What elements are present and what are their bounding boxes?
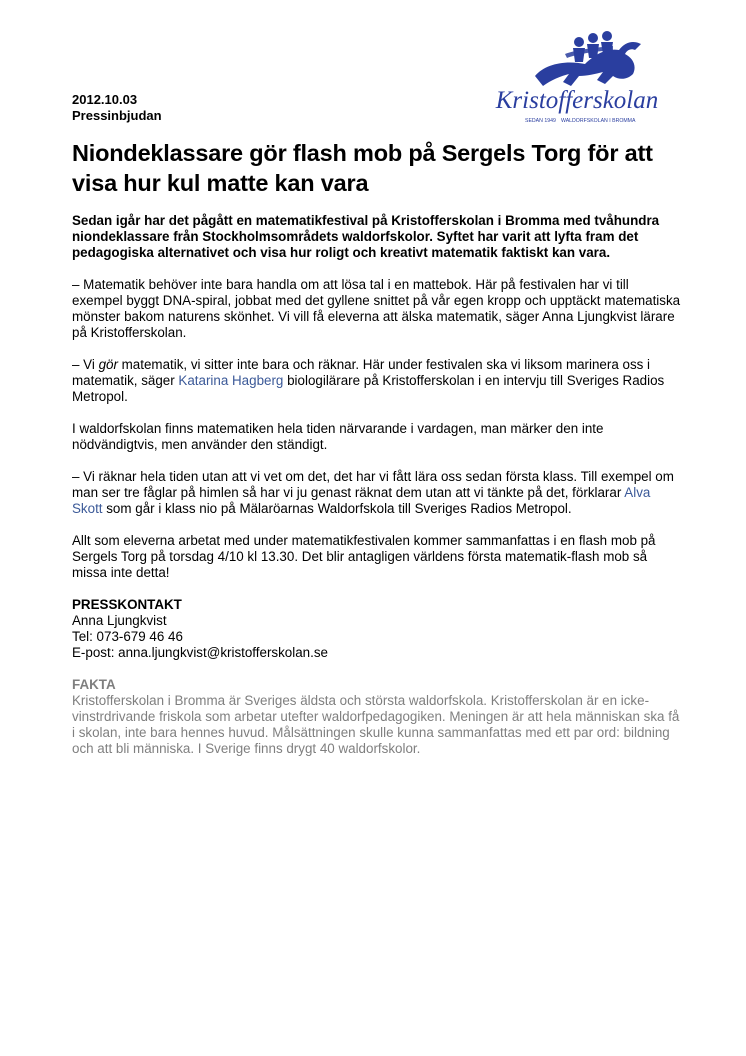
release-meta	[72, 92, 162, 124]
horse-riders-icon	[535, 31, 641, 86]
logo-tagline: WALDORFSKOLAN I BROMMA	[561, 118, 636, 124]
lead-paragraph: Sedan igår har det pågått en matematikfestival på Kristofferskolan i Bromma med tvåhundra niondeklassare från Stockholmsområdets waldorfskolor. Syftet har varit att lyfta fram det pedagogiska alternativet och visa hur roligt och kreativt matematik faktiskt kan vara.	[72, 213, 660, 260]
body-paragraph-3: I waldorfskolan finns matematiken hela tiden närvarande i vardagen, man märker den inte nödvändigtvis, men använder den ständigt.	[72, 421, 604, 452]
body-paragraph-4	[72, 469, 682, 517]
body-paragraph-5: Allt som eleverna arbetat med under matematikfestivalen kommer sammanfattas i en flash mob på Sergels Torg på torsdag 4/10 kl 13.30. Det blir antagligen världens första matematik-flash mob så missa inte detta!	[72, 533, 656, 580]
release-type: Pressinbjudan	[72, 108, 162, 123]
logo-wordmark: Kristofferskolan	[495, 87, 659, 114]
p4-text-a: – Vi räknar hela tiden utan att vi vet om det, det har vi fått lära oss sedan första klass. Till exempel om man ser tre fåglar på himlen så har vi ju genast räknat dem utan att vi tänkte på det, förklarar	[72, 469, 674, 500]
fakta-section	[72, 677, 682, 757]
p2-emphasis: gör	[98, 357, 118, 372]
p4-person-name: Alva Skott	[72, 485, 651, 516]
press-contact-phone: Tel: 073-679 46 46	[72, 629, 183, 644]
press-contact-name: Anna Ljungkvist	[72, 613, 167, 628]
headline: Niondeklassare gör flash mob på Sergels Torg för att visa hur kul matte kan vara	[72, 140, 653, 196]
kristofferskolan-logo	[495, 24, 660, 134]
p2-person-name: Katarina Hagberg	[178, 373, 284, 388]
press-contact	[72, 597, 682, 661]
release-date: 2012.10.03	[72, 92, 138, 107]
p2-text-a: – Vi	[72, 357, 99, 372]
press-contact-heading: PRESSKONTAKT	[72, 597, 182, 612]
body-paragraph-2	[72, 357, 682, 405]
logo-since: SEDAN 1949	[525, 118, 556, 124]
article-body	[72, 213, 682, 757]
p2-text-b: matematik, vi sitter inte bara och räknar. Här under festivalen ska vi liksom marinera oss i matematik, säger	[72, 357, 651, 388]
fakta-heading: FAKTA	[72, 677, 116, 692]
body-paragraph-1: – Matematik behöver inte bara handla om att lösa tal i en mattebok. Här på festivalen har vi till exempel byggt DNA-spiral, jobbat med det gyllene snittet på vår egen kropp och upptäckt matematiska mönster bakom naturens skönhet. Vi vill få eleverna att älska matematik, säger Anna Ljungkvist lärare på Kristofferskolan.	[72, 277, 681, 340]
press-contact-email: E-post: anna.ljungkvist@kristofferskolan.se	[72, 645, 328, 660]
fakta-text: Kristofferskolan i Bromma är Sveriges äldsta och största waldorfskola. Kristofferskolan är en icke-vinstrdrivande friskola som arbetar utefter waldorfpedagogiken. Meningen är att hela människan ska få i skolan, inte bara hennes huvud. Målsättningen skulle kunna sammanfattas med ett par ord: bildning och att bli människa. I Sverige finns drygt 40 waldorfskolor.	[72, 693, 680, 756]
p2-text-c: biologilärare på Kristofferskolan i en intervju till Sveriges Radios Metropol.	[72, 373, 665, 404]
p4-text-b: som går i klass nio på Mälaröarnas Waldorfskola till Sveriges Radios Metropol.	[102, 501, 572, 516]
